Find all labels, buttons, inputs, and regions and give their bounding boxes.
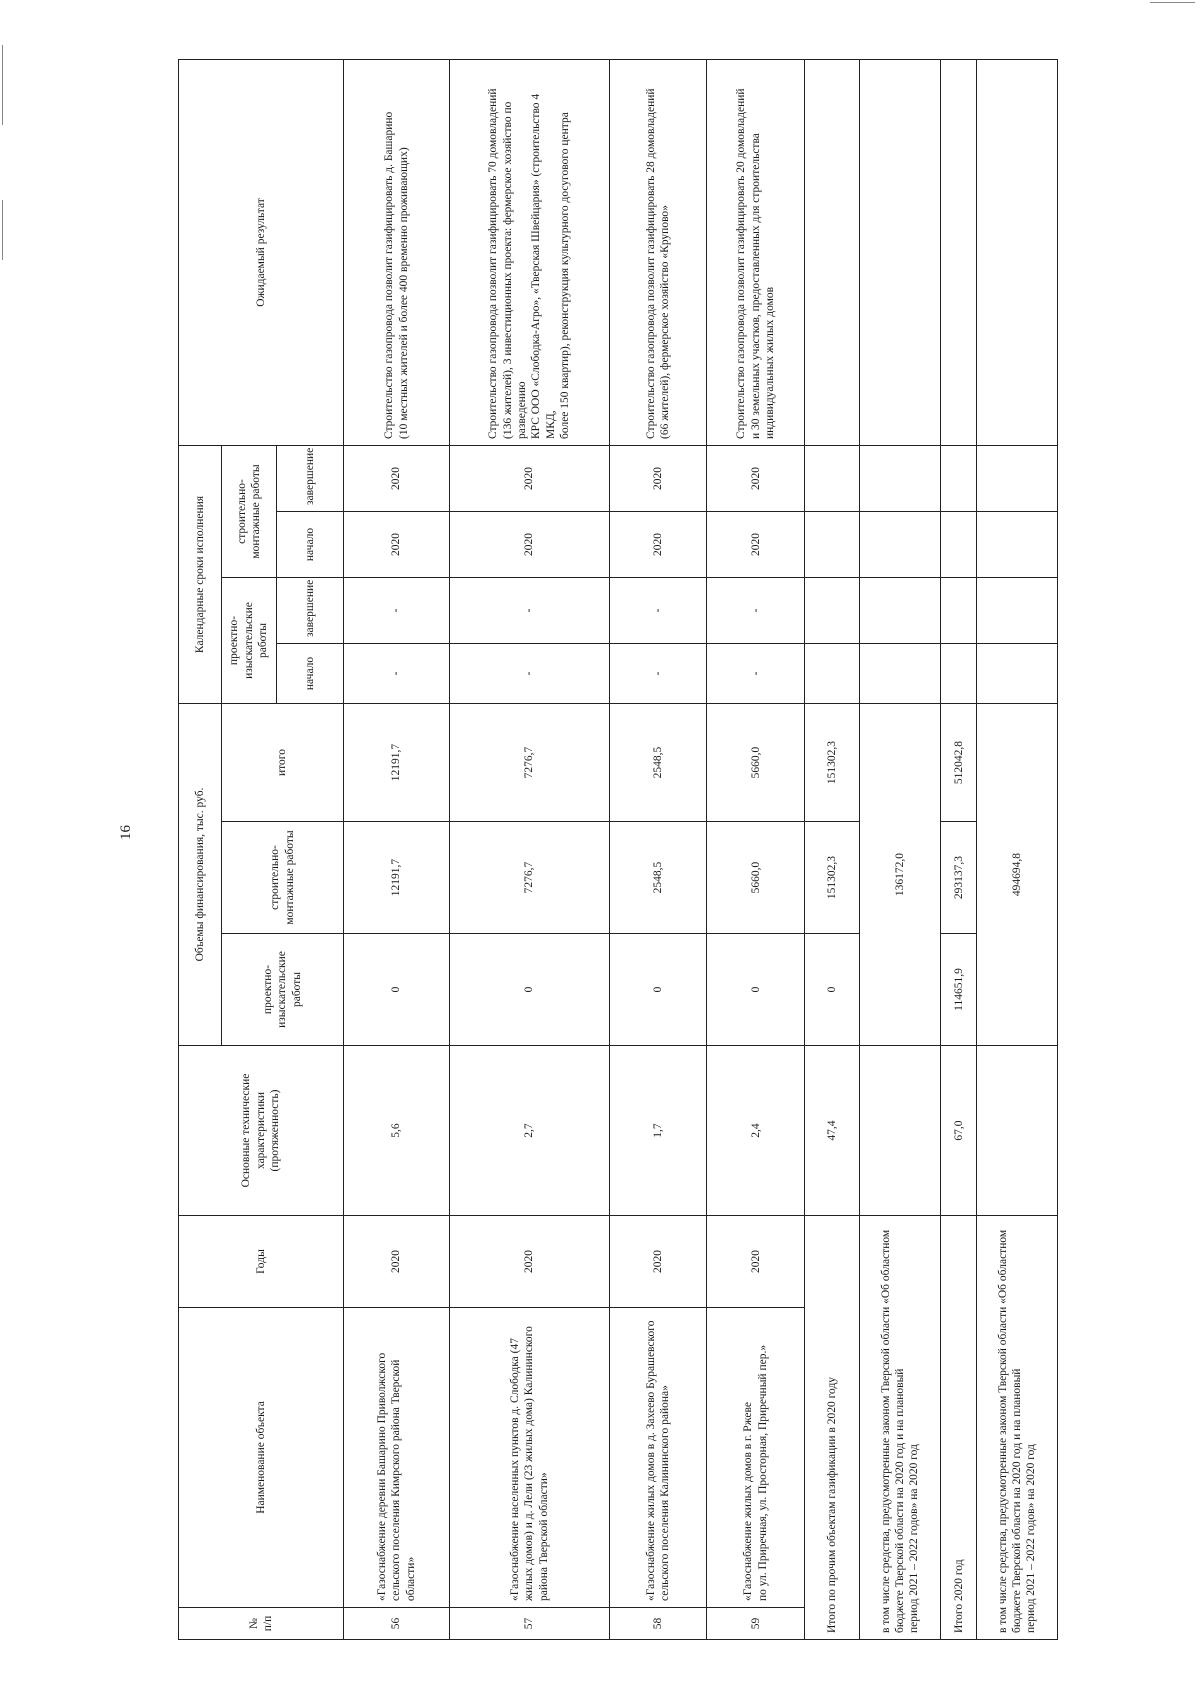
header-row-1 (179, 60, 222, 1640)
object-name: «Газоснабжение жилых домов в д. Захеево Бурашевского сельского поселения Калининского района» (609, 1308, 707, 1608)
design-finish: - (609, 578, 707, 644)
header-design-finish: завершение (277, 578, 344, 644)
total-row (805, 60, 860, 1640)
construct-finish: 2020 (707, 446, 805, 512)
header-result: Ожидаемый результат (179, 60, 344, 446)
header-name: Наименование объекта (179, 1308, 344, 1608)
table-row (450, 60, 609, 1640)
total-fin-total: 151302,3 (805, 704, 860, 822)
total-fin-total: 136172,0 (860, 704, 941, 1046)
fin-total: 2548,5 (609, 704, 707, 822)
header-num: № п/п (179, 1608, 344, 1640)
scan-mark (2, 200, 3, 260)
total-label: в том числе средства, предусмотренные законом Тверской области «Об областном бюджете Тверской области на 2020 год и на плановый период 2021 – 2022 годов» на 2020 год (860, 1216, 941, 1640)
empty-cell (805, 644, 860, 704)
empty-cell (977, 512, 1058, 578)
total-row (941, 60, 977, 1640)
fin-design: 0 (609, 934, 707, 1046)
rotated-table-wrapper (178, 60, 1058, 1640)
header-fin-construct: строительно-монтажные работы (222, 822, 344, 934)
header-cal-construct: строительно-монтажные работы (222, 446, 277, 578)
row-number: 59 (707, 1608, 805, 1640)
fin-total: 7276,7 (450, 704, 609, 822)
scan-mark (2, 45, 3, 125)
table-row (609, 60, 707, 1640)
total-fin-construct: 151302,3 (805, 822, 860, 934)
header-cal-design: проектно-изыскательские работы (222, 578, 277, 704)
scan-mark (1150, 2, 1195, 3)
empty-cell (941, 512, 977, 578)
total-label: Итого 2020 год (941, 1216, 977, 1640)
total-tech: 67,0 (941, 1046, 977, 1216)
empty-cell (860, 578, 941, 644)
design-finish: - (450, 578, 609, 644)
gasification-table (178, 59, 1058, 1640)
empty-cell (977, 60, 1058, 446)
total-fin-design: 0 (805, 934, 860, 1046)
table-row (707, 60, 805, 1640)
expected-result: Строительство газопровода позволит газифицировать д. Башарино (10 местных жителей и более 400 временно проживающих) (344, 60, 450, 446)
object-year: 2020 (450, 1216, 609, 1308)
empty-cell (805, 446, 860, 512)
empty-cell (941, 446, 977, 512)
empty-cell (941, 578, 977, 644)
object-tech: 5,6 (344, 1046, 450, 1216)
object-year: 2020 (344, 1216, 450, 1308)
total-fin-design: 114651,9 (941, 934, 977, 1046)
construct-start: 2020 (450, 512, 609, 578)
empty-cell (805, 578, 860, 644)
empty-cell (977, 644, 1058, 704)
row-number: 56 (344, 1608, 450, 1640)
total-fin-total: 494694,8 (977, 704, 1058, 1046)
empty-cell (860, 512, 941, 578)
object-name: «Газоснабжение жилых домов в г. Ржеве по ул. Приречная, ул. Просторная, Приречный пер.» (707, 1308, 805, 1608)
fin-construct: 7276,7 (450, 822, 609, 934)
fin-design: 0 (707, 934, 805, 1046)
empty-cell (805, 60, 860, 446)
header-fin-design: проектно-изыскательские работы (222, 934, 344, 1046)
total-row (977, 60, 1058, 1640)
object-year: 2020 (707, 1216, 805, 1308)
total-tech (977, 1046, 1058, 1216)
table-row (344, 60, 450, 1640)
empty-cell (941, 60, 977, 446)
fin-design: 0 (344, 934, 450, 1046)
total-label: Итого по прочим объектам газификации в 2020 году (805, 1216, 860, 1640)
design-finish: - (707, 578, 805, 644)
object-name: «Газоснабжение деревни Башарино Приволжского сельского поселения Кимрского района Тверской области» (344, 1308, 450, 1608)
fin-construct: 2548,5 (609, 822, 707, 934)
design-start: - (344, 644, 450, 704)
object-tech: 2,7 (450, 1046, 609, 1216)
total-fin-construct: 293137,3 (941, 822, 977, 934)
header-calendar-group: Календарные сроки исполнения (179, 446, 222, 704)
empty-cell (977, 578, 1058, 644)
empty-cell (860, 446, 941, 512)
object-year: 2020 (609, 1216, 707, 1308)
expected-result: Строительство газопровода позволит газифицировать 20 домовладений и 30 земельных участков, предоставленных для строительства индивидуальных жилых домов (707, 60, 805, 446)
construct-finish: 2020 (609, 446, 707, 512)
design-start: - (450, 644, 609, 704)
construct-start: 2020 (344, 512, 450, 578)
fin-construct: 12191,7 (344, 822, 450, 934)
row-number: 58 (609, 1608, 707, 1640)
fin-design: 0 (450, 934, 609, 1046)
construct-finish: 2020 (450, 446, 609, 512)
header-finance-group: Объемы финансирования, тыс. руб. (179, 704, 222, 1046)
object-tech: 2,4 (707, 1046, 805, 1216)
empty-cell (805, 512, 860, 578)
design-finish: - (344, 578, 450, 644)
expected-result: Строительство газопровода позволит газифицировать 28 домовладений (66 жителей), фермерское хозяйство «Крупово» (609, 60, 707, 446)
total-fin-total: 512042,8 (941, 704, 977, 822)
fin-construct: 5660,0 (707, 822, 805, 934)
object-tech: 1,7 (609, 1046, 707, 1216)
empty-cell (977, 446, 1058, 512)
header-tech: Основные технические характеристики (протяженность) (179, 1046, 344, 1216)
construct-start: 2020 (609, 512, 707, 578)
empty-cell (860, 60, 941, 446)
total-tech (860, 1046, 941, 1216)
header-years: Годы (179, 1216, 344, 1308)
empty-cell (860, 644, 941, 704)
construct-finish: 2020 (344, 446, 450, 512)
header-fin-total: итого (222, 704, 344, 822)
empty-cell (941, 644, 977, 704)
header-construct-start: начало (277, 512, 344, 578)
total-label: в том числе средства, предусмотренные законом Тверской области «Об областном бюджете Тверской области на 2020 год и на плановый период 2021 – 2022 годов» на 2020 год (977, 1216, 1058, 1640)
object-name: «Газоснабжение населенных пунктов д. Слободка (47 жилых домов) и д. Лели (23 жилых дома) Калининского района Тверской области» (450, 1308, 609, 1608)
header-design-start: начало (277, 644, 344, 704)
fin-total: 12191,7 (344, 704, 450, 822)
expected-result: Строительство газопровода позволит газифицировать 70 домовладений (136 жителей), 3 инвестиционных проекта: фермерское хозяйство по разведению КРС ООО «Слободка-Агро», «Тверская Швейцария» (строительство 4 МКД, более 150 квартир), реконструкция культурного досугового центра (450, 60, 609, 446)
construct-start: 2020 (707, 512, 805, 578)
total-row (860, 60, 941, 1640)
row-number: 57 (450, 1608, 609, 1640)
fin-total: 5660,0 (707, 704, 805, 822)
design-start: - (609, 644, 707, 704)
page-number: 16 (118, 825, 134, 840)
header-construct-finish: завершение (277, 446, 344, 512)
total-tech: 47,4 (805, 1046, 860, 1216)
design-start: - (707, 644, 805, 704)
